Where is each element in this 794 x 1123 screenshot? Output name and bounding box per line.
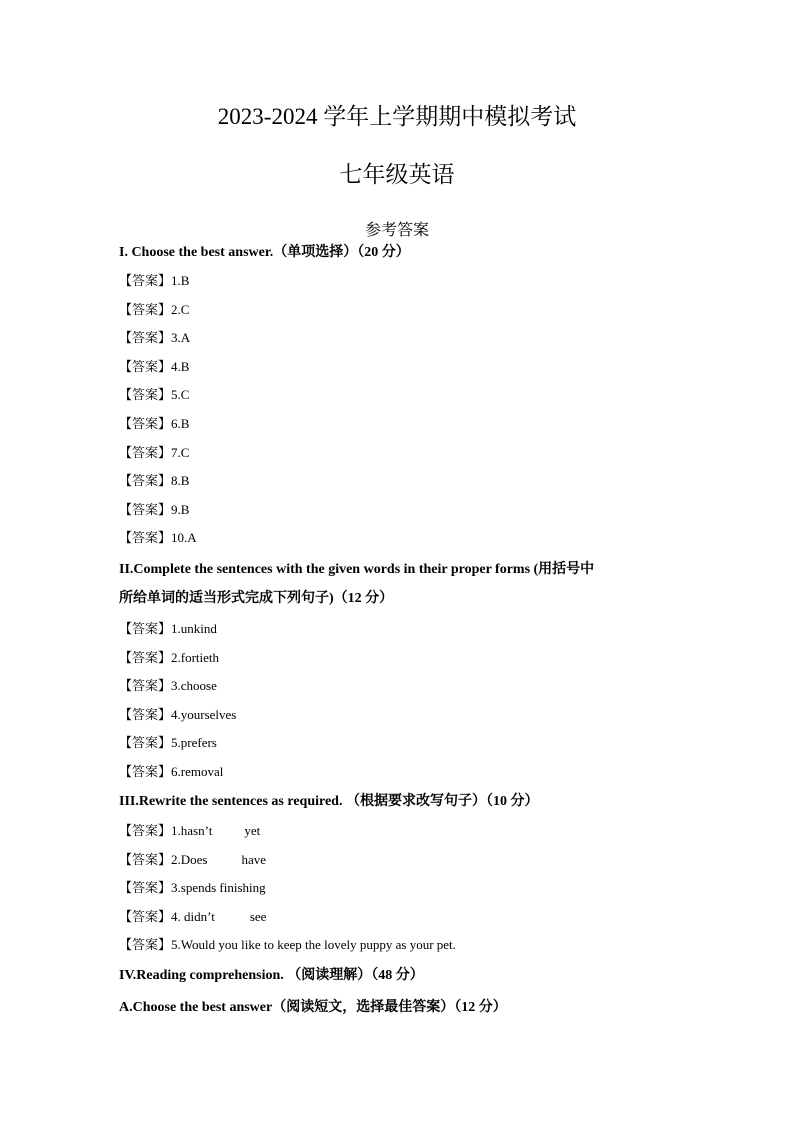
answer-label: 【答案】 — [119, 501, 172, 517]
answer-line — [119, 618, 217, 637]
answer-line — [119, 299, 189, 318]
answer-line — [119, 384, 189, 403]
answer-line — [119, 470, 189, 489]
doc-subtitle: 参考答案 — [364, 222, 429, 239]
answer-line — [119, 499, 189, 518]
answer-value: 3.choose — [171, 678, 217, 694]
answer-label: 【答案】 — [119, 273, 172, 288]
answer-line — [119, 704, 236, 723]
answer-value: 1.unkind — [171, 621, 217, 636]
answer-value: 6.B — [171, 416, 190, 431]
answer-label: 【答案】 — [119, 678, 172, 694]
answer-value: 5.C — [171, 387, 190, 403]
answer-line — [119, 877, 266, 896]
section-heading-4: IV.Reading comprehension. （阅读理解）（48 分） — [119, 968, 424, 983]
answer-line — [119, 820, 260, 839]
answer-value: 2.fortieth — [171, 649, 220, 665]
answer-label: 【答案】 — [119, 764, 172, 779]
section-heading-3: III.Rewrite the sentences as required. （根据要求改写句子）（10 分） — [119, 794, 539, 809]
answer-value: 3.A — [171, 330, 191, 346]
answer-value: 5.prefers — [171, 735, 217, 751]
answer-label: 【答案】 — [119, 880, 172, 896]
doc-title: 2023-2024 学年上学期期中模拟考试 — [217, 104, 577, 129]
answer-label: 【答案】 — [119, 444, 172, 460]
answer-line — [119, 527, 197, 546]
section-heading-2-line2: 所给单词的适当形式完成下列句子)（12 分） — [119, 591, 394, 606]
doc-grade-title: 七年级英语 — [339, 162, 455, 187]
answer-label: 【答案】 — [119, 649, 172, 665]
answer-label: 【答案】 — [119, 621, 172, 636]
answer-value: 2.C — [171, 301, 190, 317]
answer-value: 1.hasn’t — [171, 823, 213, 838]
answer-label: 【答案】 — [119, 823, 172, 838]
answer-label: 【答案】 — [119, 530, 172, 546]
answer-value: 7.C — [171, 444, 190, 460]
answer-label: 【答案】 — [119, 908, 172, 924]
answer-line — [119, 356, 189, 375]
answer-value: 2.Does — [171, 851, 208, 867]
section-heading-4a: A.Choose the best answer（阅读短文，选择最佳答案）（12 分） — [119, 1000, 507, 1015]
answer-value: 9.B — [171, 501, 190, 517]
answer-line — [119, 647, 219, 666]
answer-line — [119, 849, 266, 868]
answer-value: 4. didn’t — [171, 908, 215, 924]
answer-value: 4.B — [171, 358, 190, 374]
answer-line — [119, 327, 190, 346]
answer-value-2: have — [241, 851, 267, 867]
answer-label: 【答案】 — [119, 416, 172, 431]
answer-value: 5.Would you like to keep the lovely puppy as your pet. — [171, 937, 456, 953]
answer-line — [119, 675, 217, 694]
answer-label: 【答案】 — [119, 706, 172, 722]
answer-line — [119, 413, 189, 432]
section-heading-2-line1: II.Complete the sentences with the given words in their proper forms (用括号中 — [119, 562, 595, 577]
answer-label: 【答案】 — [119, 330, 172, 346]
answer-value: 1.B — [171, 273, 190, 288]
answer-label: 【答案】 — [119, 473, 172, 489]
answer-label: 【答案】 — [119, 387, 172, 403]
answer-line — [119, 270, 189, 289]
answer-label: 【答案】 — [119, 851, 172, 867]
answer-line — [119, 906, 266, 925]
answer-value-2: yet — [244, 823, 261, 838]
answer-line — [119, 934, 456, 953]
answer-value: 10.A — [171, 530, 197, 546]
answer-line — [119, 732, 217, 751]
answer-value-2: see — [249, 908, 267, 924]
answer-label: 【答案】 — [119, 358, 172, 374]
answer-line — [119, 442, 189, 461]
answer-line — [119, 761, 223, 780]
answer-value: 3.spends finishing — [171, 880, 266, 896]
answer-value: 4.yourselves — [171, 706, 237, 722]
section-heading-1: I. Choose the best answer.（单项选择）（20 分） — [119, 245, 410, 260]
answer-label: 【答案】 — [119, 937, 172, 953]
answer-value: 8.B — [171, 473, 190, 489]
answer-label: 【答案】 — [119, 735, 172, 751]
answer-label: 【答案】 — [119, 301, 172, 317]
answer-value: 6.removal — [171, 764, 224, 779]
